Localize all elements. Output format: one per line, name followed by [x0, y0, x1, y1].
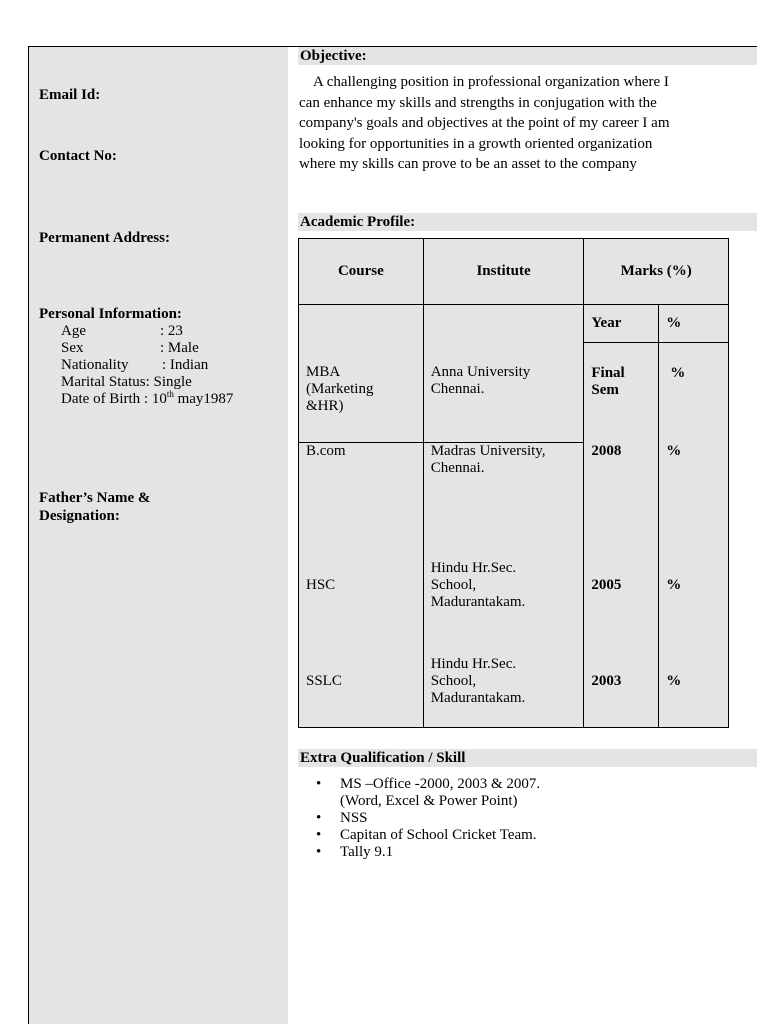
father-label-line: Designation: [39, 508, 120, 524]
address-label: Permanent Address: [39, 230, 170, 246]
course-cell: SSLC [299, 636, 424, 728]
institute-cell [423, 305, 584, 443]
year-line: Final [591, 365, 625, 381]
institute-line: Madurantakam. [430, 594, 526, 610]
personal-key: Sex [61, 340, 84, 356]
year-line: Sem [591, 382, 619, 398]
institute-line: Hindu Hr.Sec. [430, 655, 517, 672]
skill-text: Tally 9.1 [340, 844, 394, 860]
percent-cell: % [659, 636, 729, 728]
skill-text: MS –Office -2000, 2003 & 2007. [340, 776, 541, 792]
skill-text: Capitan of School Cricket Team. [340, 827, 537, 843]
institute-cell [423, 536, 584, 636]
personal-key: Marital Status [61, 374, 146, 390]
year-cell: 2008 [584, 443, 659, 536]
objective-line: can enhance my skills and strengths in conjugation with the [299, 94, 657, 111]
percent-cell: % [659, 343, 729, 443]
objective-text [299, 72, 747, 175]
personal-sep: : [160, 340, 168, 356]
year-cell: 2003 [584, 636, 659, 728]
institute-line: Madurantakam. [430, 689, 526, 706]
table-row [299, 443, 729, 536]
table-row [299, 636, 729, 728]
personal-row-marital [39, 374, 233, 391]
institute-line: School, [430, 672, 477, 689]
year-cell [584, 343, 659, 443]
percent-cell: % [659, 536, 729, 636]
personal-sep: : [140, 391, 152, 407]
objective-line: where my skills can prove to be an asset to the company [299, 156, 637, 172]
percent-cell: % [659, 443, 729, 536]
contact-label: Contact No: [39, 148, 117, 164]
institute-cell [423, 443, 584, 536]
institute-line: Chennai. [430, 460, 485, 476]
course-cell [299, 305, 424, 443]
personal-sep: : [145, 374, 154, 390]
list-item [316, 844, 540, 861]
academic-heading: Academic Profile: [298, 213, 757, 231]
personal-row-dob [39, 391, 233, 408]
course-line: MBA [306, 364, 341, 380]
father-label-line: Father’s Name & [39, 490, 151, 506]
father-label [39, 489, 150, 525]
personal-value: 23 [167, 323, 183, 339]
personal-sep: : [162, 357, 170, 373]
header-marks: Marks (%) [584, 239, 729, 305]
list-item [316, 776, 540, 810]
course-cell: HSC [299, 536, 424, 636]
personal-key: Date of Birth [61, 391, 141, 407]
course-line: &HR) [306, 398, 344, 414]
personal-value: Male [167, 340, 199, 356]
header-course: Course [299, 239, 424, 305]
academic-table [298, 238, 729, 728]
course-cell: B.com [299, 443, 424, 536]
header-percent: % [659, 305, 729, 343]
list-item [316, 827, 540, 844]
dob-suffix: th [166, 389, 174, 399]
table-header-row [299, 239, 729, 305]
course-line: (Marketing [306, 381, 374, 397]
table-row [299, 536, 729, 636]
objective-line: company's goals and objectives at the point of my career I am [299, 115, 670, 131]
objective-heading: Objective: [298, 47, 757, 65]
personal-row-nationality [39, 357, 233, 374]
header-year: Year [584, 305, 659, 343]
skills-heading: Extra Qualification / Skill [298, 749, 757, 767]
institute-line: Hindu Hr.Sec. [430, 560, 517, 576]
skill-subtext: (Word, Excel & Power Point) [340, 793, 518, 809]
personal-row-sex [39, 340, 233, 357]
institute-line: Madras University, [430, 443, 546, 459]
institute-line: School, [430, 577, 477, 593]
personal-value: Single [153, 374, 192, 390]
year-cell: 2005 [584, 536, 659, 636]
objective-line: A challenging position in professional organization where I [313, 74, 669, 90]
objective-line: looking for opportunities in a growth oriented organization [299, 135, 653, 152]
institute-line: Chennai. [430, 381, 485, 397]
sidebar-panel [29, 47, 288, 1024]
institute-cell [423, 636, 584, 728]
personal-key: Age [61, 323, 86, 339]
personal-sep: : [160, 323, 168, 339]
table-subheader-row [299, 305, 729, 343]
personal-info-heading: Personal Information: [39, 306, 182, 322]
skill-text: NSS [340, 810, 368, 826]
institute-line: Anna University [430, 364, 531, 380]
personal-row-age [39, 323, 233, 340]
dob-day: 10 [151, 391, 167, 407]
skills-list [296, 776, 540, 861]
list-item [316, 810, 540, 827]
personal-value: Indian [169, 357, 209, 373]
dob-rest: may1987 [173, 391, 234, 407]
header-institute: Institute [423, 239, 584, 305]
email-label: Email Id: [39, 87, 101, 103]
personal-key: Nationality [61, 357, 129, 373]
personal-info [39, 306, 233, 408]
